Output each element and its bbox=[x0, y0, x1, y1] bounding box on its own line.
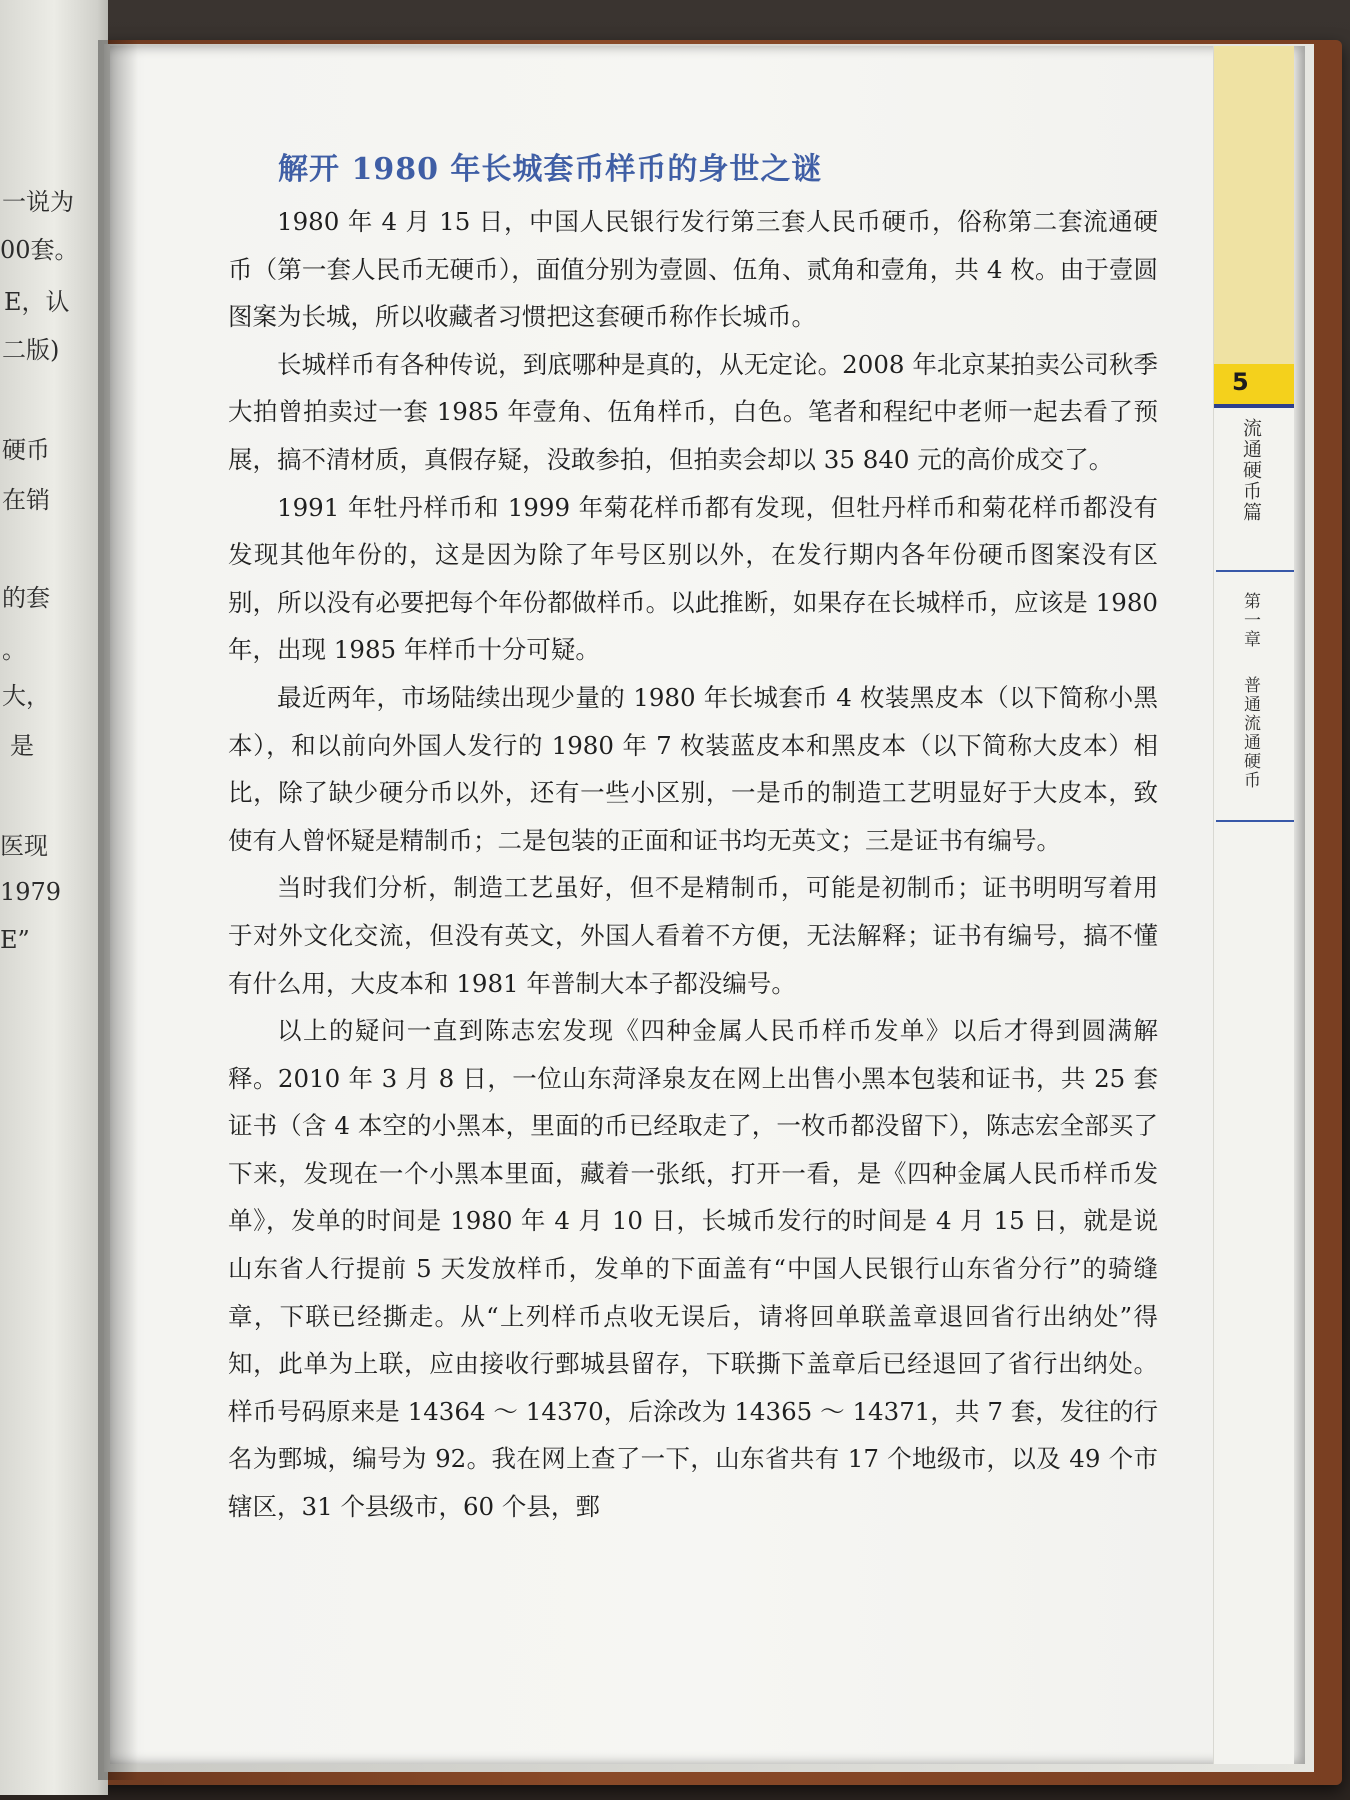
paragraph: 长城样币有各种传说，到底哪种是真的，从无定论。2008 年北京某拍卖公司秋季大拍曾拍卖过一套 1985 年壹角、伍角样币，白色。笔者和程纪中老师一起去看了预展，搞不清材质，真假存疑，没敢参拍，但拍卖会却以 35 840 元的高价成交了。 bbox=[228, 349, 1158, 474]
left-page-fragment: 的套 bbox=[2, 584, 50, 612]
divider-line bbox=[1216, 820, 1294, 822]
article-title: 解开 1980 年长城套币样币的身世之谜 bbox=[278, 152, 823, 187]
paragraph: 1991 年牡丹样币和 1999 年菊花样币都有发现，但牡丹样币和菊花样币都没有发现其他年份的，这是因为除了年号区别以外，在发行期内各年份硬币图案没有区别，所以没有必要把每个年份都做样币。以此推断，如果存在长城样币，应该是 1980 年，出现 1985 年样币十分可疑。 bbox=[228, 492, 1158, 665]
left-page-fragment: 硬币 bbox=[2, 436, 50, 464]
page-number-tab bbox=[1214, 364, 1294, 408]
thumb-tab-yellow-block bbox=[1214, 46, 1294, 364]
divider-line bbox=[1216, 570, 1294, 572]
chapter-title: 普通流通硬币 bbox=[1240, 676, 1260, 790]
paragraph: 最近两年，市场陆续出现少量的 1980 年长城套币 4 枚装黑皮本（以下简称小黑本），和以前向外国人发行的 1980 年 7 枚装蓝皮本和黑皮本（以下简称大皮本）相比，除了缺少硬分币以外，还有一些小区别，一是币的制造工艺明显好于大皮本，致使有人曾怀疑是精制币；二是包装的正面和证书均无英文；三是证书有编号。 bbox=[228, 682, 1158, 855]
left-page-fragment: 00套。 bbox=[0, 236, 79, 264]
left-page-fragment: 二版) bbox=[2, 336, 60, 364]
left-page-fragment: 医现 bbox=[0, 832, 48, 860]
left-page-fragment: 在销 bbox=[2, 486, 50, 514]
paragraph: 当时我们分析，制造工艺虽好，但不是精制币，可能是初制币；证书明明写着用于对外文化交流，但没有英文，外国人看着不方便，无法解释；证书有编号，搞不懂有什么用，大皮本和 1981 年普制大本子都没编号。 bbox=[228, 873, 1158, 998]
paragraph: 1980 年 4 月 15 日，中国人民银行发行第三套人民币硬币，俗称第二套流通硬币（第一套人民币无硬币），面值分别为壹圆、伍角、贰角和壹角，共 4 枚。由于壹圆图案为长城，所以收藏者习惯把这套硬币称作长城币。 bbox=[228, 207, 1158, 332]
paragraph: 以上的疑问一直到陈志宏发现《四种金属人民币样币发单》以后才得到圆满解释。2010 年 3 月 8 日，一位山东菏泽泉友在网上出售小黑本包装和证书，共 25 套证书（含 4 本空的小黑本，里面的币已经取走了，一枚币都没留下），陈志宏全部买了下来，发现在一个小黑本里面，藏着一张纸，打开一看，是《四种金属人民币样币发单》，发单的时间是 1980 年 4 月 10 日，长城币发行的时间是 4 月 15 日，就是说山东省人行提前 5 天发放样币，发单的下面盖有“中国人民银行山东省分行”的骑缝章，下联已经撕走。从“上列样币点收无误后，请将回单联盖章退回省行出纳处”得知，此单为上联，应由接收行鄄城县留存，下联撕下盖章后已经退回了省行出纳处。样币号码原来是 14364 ～ 14370，后涂改为 14365 ～ 14371，共 7 套，发往的行名为鄄城，编号为 92。我在网上查了一下，山东省共有 17 个地级市，以及 49 个市辖区，31 个县级市，60 个县，鄄 bbox=[228, 1016, 1158, 1522]
left-page-fragment: E” bbox=[0, 926, 30, 954]
left-page-fragment: 。 bbox=[2, 636, 26, 664]
left-page-fragment: 大， bbox=[2, 682, 50, 710]
chapter-thumb-tab bbox=[1213, 46, 1294, 1764]
page-number: 5 bbox=[1232, 368, 1249, 396]
article-body bbox=[228, 198, 1158, 1531]
chapter-number: 第一章 bbox=[1240, 592, 1260, 649]
gutter-shadow bbox=[98, 40, 138, 1780]
left-page-fragment: 1979 bbox=[0, 878, 62, 906]
left-page-fragment: 一说为 bbox=[2, 188, 74, 216]
part-label: 流通硬币篇 bbox=[1240, 418, 1262, 523]
left-page bbox=[0, 0, 108, 1795]
left-page-fragment: 是 bbox=[10, 732, 34, 760]
left-page-fragment: E，认 bbox=[4, 288, 70, 316]
